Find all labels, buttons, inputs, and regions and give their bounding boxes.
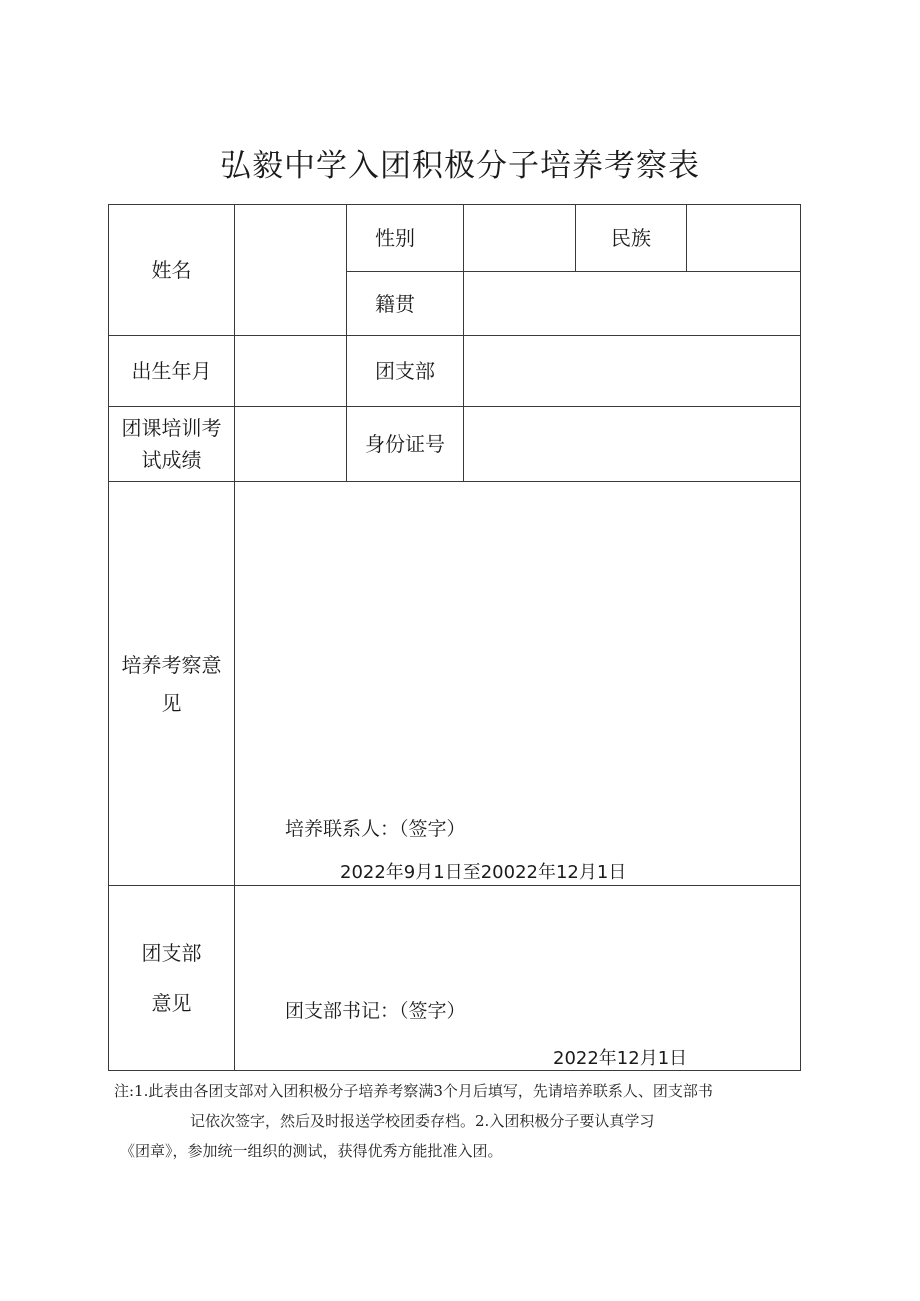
label-cultivation-opinion: 培养考察意 见 [121, 652, 222, 715]
footnote-line-2: 记依次签字，然后及时报送学校团委存档。2.入团积极分子要认真学习 [190, 1112, 655, 1130]
footnote-line-3: 《团章》，参加统一组织的测试，获得优秀方能批准入团。 [120, 1142, 503, 1160]
field-branch-opinion[interactable] [235, 886, 800, 1070]
table-border-bottom [108, 1070, 801, 1071]
label-branch: 团支部 [375, 359, 435, 383]
label-exam-score: 团课培训考 试成绩 [121, 416, 222, 472]
field-branch[interactable] [464, 336, 800, 406]
field-id-number[interactable] [464, 407, 800, 481]
label-gender: 性别 [375, 226, 415, 250]
label-ethnicity: 民族 [611, 226, 651, 250]
table-border-right [800, 204, 801, 1071]
secretary-signature-label: 团支部书记：（签字） [285, 1000, 466, 1022]
application-form-table [108, 204, 801, 1071]
field-exam-score[interactable] [235, 407, 346, 481]
page-title: 弘毅中学入团积极分子培养考察表 [220, 148, 700, 184]
field-name[interactable] [235, 205, 346, 335]
footnote-line-1: 注:1.此表由各团支部对入团积极分子培养考察满3个月后填写，先请培养联系人、团支部书 [114, 1082, 713, 1100]
label-branch-opinion: 团支部 意见 [141, 941, 202, 1015]
footnote [108, 1076, 814, 1166]
label-name: 姓名 [151, 258, 192, 282]
field-ethnicity[interactable] [687, 205, 800, 271]
contact-signature-label: 培养联系人：（签字） [285, 818, 466, 840]
label-id-number: 身份证号 [365, 432, 445, 456]
field-native-place[interactable] [464, 272, 800, 335]
label-birth: 出生年月 [131, 359, 212, 383]
branch-opinion-date: 2022年12月1日 [553, 1048, 688, 1069]
field-gender[interactable] [464, 205, 575, 271]
cultivation-period: 2022年9月1日至20022年12月1日 [340, 862, 627, 883]
label-native-place: 籍贯 [375, 291, 415, 316]
field-birth[interactable] [235, 336, 346, 406]
